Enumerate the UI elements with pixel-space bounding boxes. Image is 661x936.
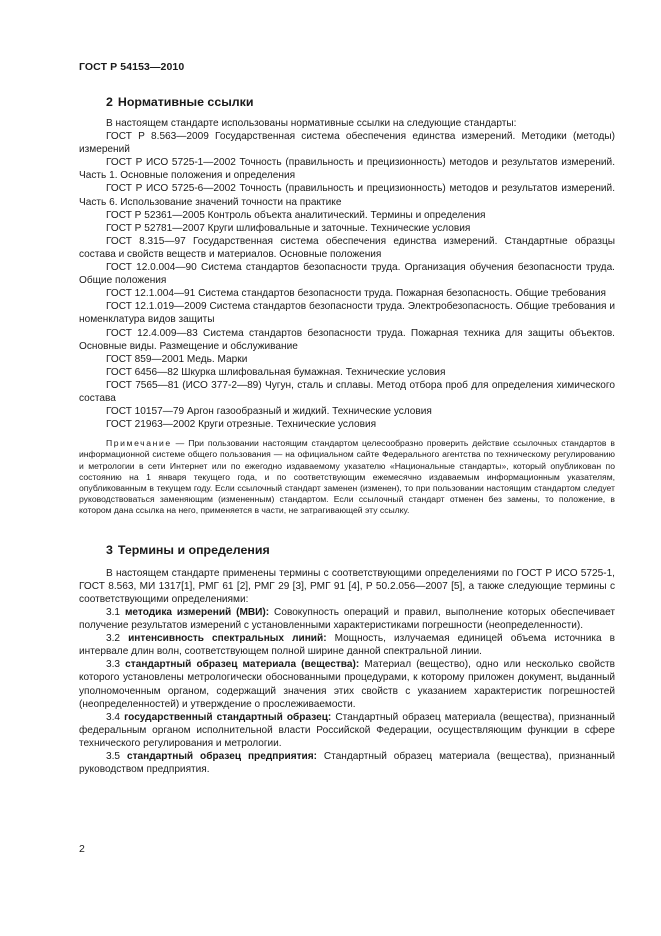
term-name: стандартный образец предприятия: [126, 750, 317, 762]
section-2-intro: В настоящем стандарте использованы нормативные ссылки на следующие стандарты: [106, 118, 517, 129]
term-definition: Материал (вещество), одно или несколько свойств которого установлены метрологически обоснованными процедурами, к которому приложен документ, выданный уполномоченным органом, содержащий значения этих свойств с указанием характеристик погрешностей (неопределенностей) и утверждение о прослеживаемости. [79, 659, 615, 710]
reference-item: ГОСТ Р 52361—2005 Контроль объекта аналитический. Термины и определения [106, 209, 486, 221]
reference-item: ГОСТ Р 52781—2007 Круги шлифовальные и заточные. Технические условия [106, 222, 471, 234]
reference-item: ГОСТ Р ИСО 5725-6—2002 Точность (правильность и прецизионность) методов и результатов измерений. Часть 6. Использование значений точности на практике [79, 183, 615, 208]
reference-item: ГОСТ Р 8.563—2009 Государственная система обеспечения единства измерений. Методики (методы) измерений [79, 131, 615, 156]
term-number: 3.5 [106, 750, 121, 762]
section-2-number: 2 [106, 95, 113, 109]
term-definition: Стандартный образец материала (вещества), признанный руководством предприятия. [79, 750, 615, 776]
term-name: государственный стандартный образец: [124, 711, 332, 723]
note-label: Примечание [106, 438, 172, 449]
term-number: 3.2 [106, 633, 121, 645]
reference-item: ГОСТ Р ИСО 5725-1—2002 Точность (правильность и прецизионность) методов и результатов измерений. Часть 1. Основные положения и определения [79, 157, 615, 182]
document-header: ГОСТ Р 54153—2010 [79, 61, 185, 73]
reference-item: ГОСТ 10157—79 Аргон газообразный и жидкий. Технические условия [106, 406, 432, 418]
term-number: 3.1 [106, 606, 121, 618]
reference-item: ГОСТ 8.315—97 Государственная система обеспечения единства измерений. Стандартные образцы состава и свойств веществ и материалов. Основные положения [79, 235, 615, 260]
reference-item: ГОСТ 859—2001 Медь. Марки [106, 353, 248, 365]
section-3-number: 3 [106, 542, 113, 557]
section-3-intro: В настоящем стандарте применены термины с соответствующими определениями по ГОСТ Р ИСО 5725-1, ГОСТ 8.563, МИ 1317[1], РМГ 61 [2], РМГ 29 [3], РМГ 91 [4], Р 50.2.056—2007 [5], а также следующие термины с соответствующими определениями: [79, 567, 615, 605]
term-entry [79, 658, 615, 710]
term-number: 3.3 [106, 659, 121, 671]
section-3-heading [79, 542, 615, 558]
term-entry [79, 632, 615, 658]
section-2-note [79, 438, 615, 516]
reference-item: ГОСТ 12.1.019—2009 Система стандартов безопасности труда. Электробезопасность. Общие требования и номенклатура видов защиты [79, 301, 615, 326]
section-2-title: Нормативные ссылки [117, 95, 254, 109]
reference-item: ГОСТ 12.4.009—83 Система стандартов безопасности труда. Пожарная техника для защиты объектов. Основные виды. Размещение и обслуживание [79, 327, 615, 352]
term-entry [79, 711, 615, 750]
reference-item: ГОСТ 12.1.004—91 Система стандартов безопасности труда. Пожарная безопасность. Общие требования [106, 288, 606, 300]
term-definition: Совокупность операций и правил, выполнение которых обеспечивает получение результатов измерений с установленными характеристиками погрешности (неопределенности). [79, 606, 615, 632]
term-entry [79, 606, 615, 632]
term-name: стандартный образец материала (вещества): [125, 659, 360, 671]
term-definition: Мощность, излучаемая единицей объема источника в интервале длин волн, соответствующем полной ширине данной спектральной линии. [79, 633, 616, 658]
page-number: 2 [79, 843, 85, 855]
reference-item: ГОСТ 21963—2002 Круги отрезные. Технические условия [106, 419, 377, 431]
term-name: методика измерений (МВИ): [124, 606, 270, 618]
reference-item: ГОСТ 6456—82 Шкурка шлифовальная бумажная. Технические условия [106, 366, 446, 378]
term-number: 3.4 [106, 711, 121, 723]
section-3-title: Термины и определения [117, 542, 270, 557]
reference-item: ГОСТ 7565—81 (ИСО 377-2—89) Чугун, сталь и сплавы. Метод отбора проб для определения химического состава [79, 379, 615, 404]
term-name: интенсивность спектральных линий: [128, 633, 327, 645]
term-definition: Стандартный образец материала (вещества), признанный федеральным органом исполнительной власти Российской Федерации, осуществляющим функции в сфере технического регулирования и метрологии. [79, 711, 615, 749]
term-entry [79, 750, 615, 776]
note-text: — При пользовании настоящим стандартом целесообразно проверить действие ссылочных стандартов в информационной системе общего пользования — на официальном сайте Федерального агентства по техническому регулированию и метрологии в сети Интернет или по ежегодно издаваемому указателю «Национальные стандарты», который опубликован по состоянию на 1 января текущего года, и по соответствующим ежемесячно издаваемым информационным указателям, опубликованным в текущем году. Если ссылочный стандарт заменен (изменен), то при пользовании настоящим стандартом следует руководствоваться заменяющим (измененным) стандартом. Если ссылочный стандарт отменен без замены, то положение, в котором дана ссылка на него, применяется в части, не затрагивающей эту ссылку. [79, 438, 615, 516]
document-content [79, 88, 615, 776]
reference-item: ГОСТ 12.0.004—90 Система стандартов безопасности труда. Организация обучения безопасности труда. Общие положения [79, 262, 615, 287]
section-2-heading [79, 94, 615, 110]
